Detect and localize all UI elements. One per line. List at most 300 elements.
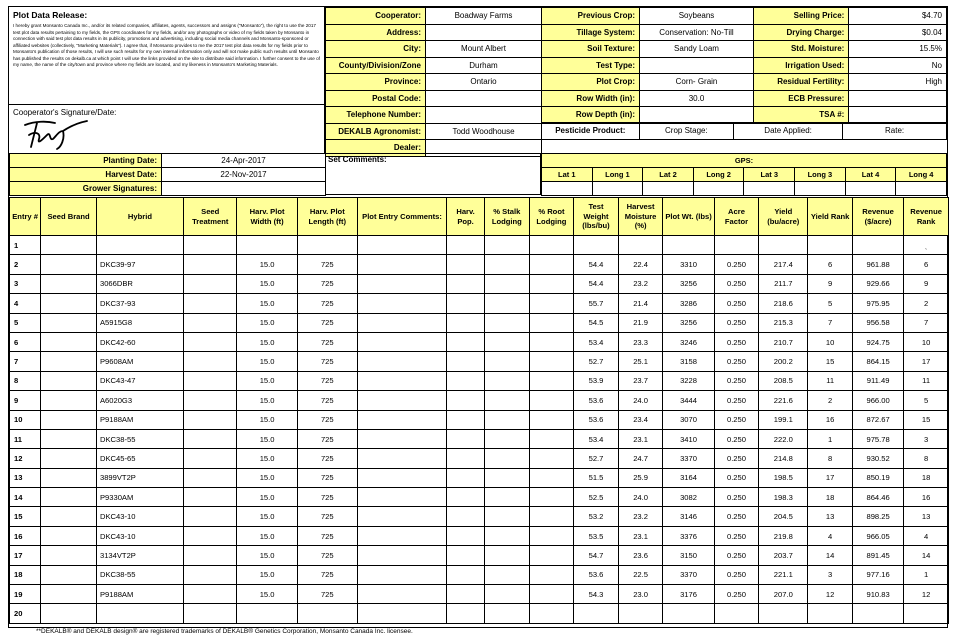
cell-revenue[interactable]: 977.16 bbox=[852, 565, 903, 584]
cell-plot-weight[interactable]: 3228 bbox=[663, 371, 714, 390]
cell-revenue-rank[interactable]: 9 bbox=[904, 274, 949, 293]
cell-plot-length[interactable]: 725 bbox=[297, 313, 357, 332]
cell-yield-rank[interactable]: 11 bbox=[808, 371, 853, 390]
cell-hybrid[interactable]: DKC43-47 bbox=[96, 371, 183, 390]
cell-hybrid[interactable]: DKC39-97 bbox=[96, 255, 183, 274]
gps-value-long-3[interactable] bbox=[795, 182, 846, 196]
cell-harv-pop[interactable] bbox=[447, 546, 485, 565]
cell-plot-weight[interactable]: 3176 bbox=[663, 585, 714, 604]
cell-yield[interactable]: 210.7 bbox=[759, 332, 808, 351]
cell-acre-factor[interactable]: 0.250 bbox=[714, 585, 759, 604]
cell-plot-weight[interactable]: 3256 bbox=[663, 313, 714, 332]
cell-stalk-lodging[interactable] bbox=[485, 410, 530, 429]
cell-revenue-rank[interactable]: 2 bbox=[904, 294, 949, 313]
field-value-harvest-date[interactable]: 22-Nov-2017 bbox=[162, 168, 326, 182]
cell-harvest-moisture[interactable]: 21.4 bbox=[618, 294, 663, 313]
cell-hybrid[interactable]: DKC42-60 bbox=[96, 332, 183, 351]
cell-plot-weight[interactable]: 3370 bbox=[663, 449, 714, 468]
cell-test-weight[interactable] bbox=[574, 236, 619, 255]
cell-harv-pop[interactable] bbox=[447, 507, 485, 526]
cell-yield-rank[interactable]: 15 bbox=[808, 352, 853, 371]
cell-plot-width[interactable]: 15.0 bbox=[237, 488, 297, 507]
cell-yield-rank[interactable]: 7 bbox=[808, 313, 853, 332]
cell-plot-weight[interactable]: 3150 bbox=[663, 546, 714, 565]
cell-seed-treatment[interactable] bbox=[183, 255, 237, 274]
cell-harvest-moisture[interactable]: 23.1 bbox=[618, 526, 663, 545]
field-value-county-division-zone[interactable]: Durham bbox=[426, 57, 542, 74]
cell-stalk-lodging[interactable] bbox=[485, 585, 530, 604]
cell-harv-pop[interactable] bbox=[447, 332, 485, 351]
cell-seed-brand[interactable] bbox=[41, 449, 97, 468]
cell-plot-length[interactable] bbox=[297, 236, 357, 255]
cell-plot-length[interactable]: 725 bbox=[297, 410, 357, 429]
cell-harvest-moisture[interactable]: 23.2 bbox=[618, 274, 663, 293]
cell-harvest-moisture[interactable]: 24.0 bbox=[618, 488, 663, 507]
cell-stalk-lodging[interactable] bbox=[485, 236, 530, 255]
gps-value-lat-2[interactable] bbox=[643, 182, 694, 196]
cell-harv-pop[interactable] bbox=[447, 565, 485, 584]
cell-seed-brand[interactable] bbox=[41, 468, 97, 487]
cell-plot-width[interactable]: 15.0 bbox=[237, 507, 297, 526]
cell-hybrid[interactable]: DKC38-55 bbox=[96, 429, 183, 448]
cell-plot-width[interactable]: 15.0 bbox=[237, 410, 297, 429]
cell-entry-comments[interactable] bbox=[357, 507, 446, 526]
cell-test-weight[interactable]: 53.6 bbox=[574, 410, 619, 429]
cell-entry-comments[interactable] bbox=[357, 255, 446, 274]
cell-root-lodging[interactable] bbox=[529, 255, 574, 274]
cell-hybrid[interactable]: P9188AM bbox=[96, 585, 183, 604]
cell-root-lodging[interactable] bbox=[529, 429, 574, 448]
cell-revenue[interactable]: 864.15 bbox=[852, 352, 903, 371]
cell-test-weight[interactable]: 51.5 bbox=[574, 468, 619, 487]
cell-entry-comments[interactable] bbox=[357, 429, 446, 448]
cell-seed-treatment[interactable] bbox=[183, 604, 237, 623]
cell-plot-length[interactable]: 725 bbox=[297, 468, 357, 487]
cell-seed-brand[interactable] bbox=[41, 565, 97, 584]
cell-plot-width[interactable]: 15.0 bbox=[237, 371, 297, 390]
cell-revenue[interactable]: 872.67 bbox=[852, 410, 903, 429]
cell-plot-weight[interactable]: 3376 bbox=[663, 526, 714, 545]
field-value-planting-date[interactable]: 24-Apr-2017 bbox=[162, 154, 326, 168]
cell-yield-rank[interactable]: 17 bbox=[808, 468, 853, 487]
cell-harvest-moisture[interactable]: 23.1 bbox=[618, 429, 663, 448]
cell-plot-length[interactable]: 725 bbox=[297, 429, 357, 448]
cell-acre-factor[interactable]: 0.250 bbox=[714, 294, 759, 313]
cell-acre-factor[interactable] bbox=[714, 236, 759, 255]
cell-hybrid[interactable]: P9330AM bbox=[96, 488, 183, 507]
cell-yield[interactable]: 199.1 bbox=[759, 410, 808, 429]
field-value-drying-charge[interactable]: $0.04 bbox=[849, 24, 947, 41]
cell-stalk-lodging[interactable] bbox=[485, 255, 530, 274]
cell-entry-comments[interactable] bbox=[357, 236, 446, 255]
field-value-tillage-system[interactable]: Conservation: No-Till bbox=[640, 24, 754, 41]
cell-hybrid[interactable]: 3899VT2P bbox=[96, 468, 183, 487]
cell-entry-comments[interactable] bbox=[357, 371, 446, 390]
cell-harv-pop[interactable] bbox=[447, 449, 485, 468]
cell-yield-rank[interactable]: 16 bbox=[808, 410, 853, 429]
cell-revenue-rank[interactable]: 16 bbox=[904, 488, 949, 507]
field-value-ecb-pressure[interactable] bbox=[849, 90, 947, 107]
cell-revenue[interactable]: 930.52 bbox=[852, 449, 903, 468]
gps-value-long-1[interactable] bbox=[592, 182, 643, 196]
cell-test-weight[interactable]: 53.2 bbox=[574, 507, 619, 526]
cell-seed-treatment[interactable] bbox=[183, 294, 237, 313]
cell-hybrid[interactable]: DKC43-10 bbox=[96, 526, 183, 545]
cell-plot-width[interactable]: 15.0 bbox=[237, 332, 297, 351]
cell-revenue[interactable] bbox=[852, 236, 903, 255]
cell-revenue-rank[interactable]: 15 bbox=[904, 410, 949, 429]
cell-plot-length[interactable]: 725 bbox=[297, 546, 357, 565]
cell-harv-pop[interactable] bbox=[447, 410, 485, 429]
cell-stalk-lodging[interactable] bbox=[485, 294, 530, 313]
cell-plot-weight[interactable]: 3444 bbox=[663, 391, 714, 410]
cell-hybrid[interactable]: DKC43-10 bbox=[96, 507, 183, 526]
cell-revenue-rank[interactable]: 10 bbox=[904, 332, 949, 351]
cell-harvest-moisture[interactable]: 23.7 bbox=[618, 371, 663, 390]
cell-harv-pop[interactable] bbox=[447, 255, 485, 274]
field-value-std-moisture[interactable]: 15.5% bbox=[849, 41, 947, 58]
cell-harvest-moisture[interactable]: 23.0 bbox=[618, 585, 663, 604]
field-value-telephone-number[interactable] bbox=[426, 107, 542, 124]
cell-seed-treatment[interactable] bbox=[183, 488, 237, 507]
cell-seed-brand[interactable] bbox=[41, 313, 97, 332]
cell-revenue-rank[interactable]: 17 bbox=[904, 352, 949, 371]
cell-plot-width[interactable]: 15.0 bbox=[237, 546, 297, 565]
cell-yield[interactable]: 203.7 bbox=[759, 546, 808, 565]
cell-seed-brand[interactable] bbox=[41, 507, 97, 526]
cell-plot-length[interactable]: 725 bbox=[297, 526, 357, 545]
cooperator-signature-box[interactable] bbox=[9, 105, 325, 153]
cell-acre-factor[interactable]: 0.250 bbox=[714, 255, 759, 274]
cell-hybrid[interactable]: DKC37-93 bbox=[96, 294, 183, 313]
cell-plot-width[interactable]: 15.0 bbox=[237, 449, 297, 468]
cell-plot-length[interactable]: 725 bbox=[297, 371, 357, 390]
cell-plot-weight[interactable]: 3246 bbox=[663, 332, 714, 351]
cell-stalk-lodging[interactable] bbox=[485, 313, 530, 332]
cell-entry-comments[interactable] bbox=[357, 352, 446, 371]
cell-harv-pop[interactable] bbox=[447, 313, 485, 332]
cell-yield[interactable]: 222.0 bbox=[759, 429, 808, 448]
field-value-cooperator[interactable]: Boadway Farms bbox=[426, 8, 542, 25]
cell-acre-factor[interactable]: 0.250 bbox=[714, 429, 759, 448]
cell-hybrid[interactable]: 3066DBR bbox=[96, 274, 183, 293]
cell-acre-factor[interactable]: 0.250 bbox=[714, 371, 759, 390]
cell-plot-length[interactable]: 725 bbox=[297, 294, 357, 313]
cell-entry-comments[interactable] bbox=[357, 449, 446, 468]
cell-plot-weight[interactable]: 3070 bbox=[663, 410, 714, 429]
cell-stalk-lodging[interactable] bbox=[485, 449, 530, 468]
field-value-address[interactable] bbox=[426, 24, 542, 41]
cell-root-lodging[interactable] bbox=[529, 313, 574, 332]
cell-revenue[interactable]: 864.46 bbox=[852, 488, 903, 507]
cell-seed-treatment[interactable] bbox=[183, 236, 237, 255]
cell-yield[interactable]: 207.0 bbox=[759, 585, 808, 604]
cell-revenue[interactable]: 891.45 bbox=[852, 546, 903, 565]
field-value-city[interactable]: Mount Albert bbox=[426, 41, 542, 58]
cell-plot-length[interactable]: 725 bbox=[297, 507, 357, 526]
cell-entry-comments[interactable] bbox=[357, 565, 446, 584]
cell-test-weight[interactable]: 54.4 bbox=[574, 255, 619, 274]
cell-seed-brand[interactable] bbox=[41, 488, 97, 507]
cell-yield-rank[interactable]: 6 bbox=[808, 255, 853, 274]
cell-plot-width[interactable]: 15.0 bbox=[237, 313, 297, 332]
cell-plot-weight[interactable]: 3286 bbox=[663, 294, 714, 313]
cell-yield[interactable]: 217.4 bbox=[759, 255, 808, 274]
cell-plot-width[interactable]: 15.0 bbox=[237, 468, 297, 487]
cell-harvest-moisture[interactable] bbox=[618, 236, 663, 255]
cell-plot-weight[interactable]: 3256 bbox=[663, 274, 714, 293]
cell-yield-rank[interactable]: 4 bbox=[808, 526, 853, 545]
cell-revenue-rank[interactable]: 6 bbox=[904, 255, 949, 274]
cell-seed-treatment[interactable] bbox=[183, 391, 237, 410]
cell-revenue[interactable]: 910.83 bbox=[852, 585, 903, 604]
cell-root-lodging[interactable] bbox=[529, 468, 574, 487]
cell-plot-weight[interactable] bbox=[663, 604, 714, 623]
cell-root-lodging[interactable] bbox=[529, 488, 574, 507]
cell-seed-treatment[interactable] bbox=[183, 429, 237, 448]
cell-seed-brand[interactable] bbox=[41, 371, 97, 390]
cell-entry-comments[interactable] bbox=[357, 488, 446, 507]
cell-root-lodging[interactable] bbox=[529, 526, 574, 545]
cell-plot-width[interactable]: 15.0 bbox=[237, 274, 297, 293]
cell-acre-factor[interactable]: 0.250 bbox=[714, 274, 759, 293]
cell-revenue-rank[interactable]: 1 bbox=[904, 565, 949, 584]
cell-harv-pop[interactable] bbox=[447, 274, 485, 293]
cell-acre-factor[interactable]: 0.250 bbox=[714, 449, 759, 468]
cell-plot-weight[interactable]: 3370 bbox=[663, 565, 714, 584]
field-value-residual-fertility[interactable]: High bbox=[849, 74, 947, 91]
cell-harvest-moisture[interactable]: 25.9 bbox=[618, 468, 663, 487]
cell-test-weight[interactable] bbox=[574, 604, 619, 623]
cell-acre-factor[interactable]: 0.250 bbox=[714, 507, 759, 526]
field-value-row-width-in[interactable]: 30.0 bbox=[640, 90, 754, 107]
cell-revenue[interactable]: 924.75 bbox=[852, 332, 903, 351]
cell-entry-comments[interactable] bbox=[357, 391, 446, 410]
gps-value-lat-4[interactable] bbox=[845, 182, 896, 196]
cell-yield[interactable]: 200.2 bbox=[759, 352, 808, 371]
cell-plot-weight[interactable]: 3410 bbox=[663, 429, 714, 448]
cell-plot-weight[interactable]: 3310 bbox=[663, 255, 714, 274]
cell-yield[interactable]: 214.8 bbox=[759, 449, 808, 468]
cell-plot-width[interactable]: 15.0 bbox=[237, 294, 297, 313]
cell-seed-treatment[interactable] bbox=[183, 352, 237, 371]
cell-plot-weight[interactable] bbox=[663, 236, 714, 255]
cell-seed-brand[interactable] bbox=[41, 294, 97, 313]
cell-yield-rank[interactable]: 3 bbox=[808, 565, 853, 584]
cell-stalk-lodging[interactable] bbox=[485, 391, 530, 410]
cell-entry-comments[interactable] bbox=[357, 585, 446, 604]
field-value-row-depth-in[interactable] bbox=[640, 107, 754, 124]
cell-harvest-moisture[interactable]: 22.5 bbox=[618, 565, 663, 584]
cell-harv-pop[interactable] bbox=[447, 468, 485, 487]
cell-plot-length[interactable]: 725 bbox=[297, 332, 357, 351]
cell-seed-treatment[interactable] bbox=[183, 371, 237, 390]
field-value-dekalb-agronomist[interactable]: Todd Woodhouse bbox=[426, 123, 542, 140]
cell-seed-treatment[interactable] bbox=[183, 313, 237, 332]
cell-yield-rank[interactable]: 1 bbox=[808, 429, 853, 448]
cell-plot-width[interactable]: 15.0 bbox=[237, 352, 297, 371]
gps-value-lat-3[interactable] bbox=[744, 182, 795, 196]
cell-yield-rank[interactable]: 8 bbox=[808, 449, 853, 468]
cell-stalk-lodging[interactable] bbox=[485, 371, 530, 390]
cell-revenue-rank[interactable] bbox=[904, 604, 949, 623]
cell-test-weight[interactable]: 54.4 bbox=[574, 274, 619, 293]
cell-revenue-rank[interactable]: 11 bbox=[904, 371, 949, 390]
cell-yield[interactable]: 219.8 bbox=[759, 526, 808, 545]
cell-yield[interactable] bbox=[759, 236, 808, 255]
cell-harv-pop[interactable] bbox=[447, 526, 485, 545]
cell-revenue-rank[interactable]: 14 bbox=[904, 546, 949, 565]
cell-seed-treatment[interactable] bbox=[183, 410, 237, 429]
cell-test-weight[interactable]: 53.4 bbox=[574, 332, 619, 351]
cell-harv-pop[interactable] bbox=[447, 352, 485, 371]
cell-test-weight[interactable]: 52.7 bbox=[574, 449, 619, 468]
cell-entry-comments[interactable] bbox=[357, 274, 446, 293]
cell-yield[interactable]: 208.5 bbox=[759, 371, 808, 390]
cell-acre-factor[interactable] bbox=[714, 604, 759, 623]
cell-seed-treatment[interactable] bbox=[183, 332, 237, 351]
cell-acre-factor[interactable]: 0.250 bbox=[714, 391, 759, 410]
cell-test-weight[interactable]: 53.9 bbox=[574, 371, 619, 390]
cell-harvest-moisture[interactable] bbox=[618, 604, 663, 623]
cell-seed-brand[interactable] bbox=[41, 255, 97, 274]
cell-acre-factor[interactable]: 0.250 bbox=[714, 468, 759, 487]
cell-harv-pop[interactable] bbox=[447, 429, 485, 448]
cell-root-lodging[interactable] bbox=[529, 604, 574, 623]
cell-seed-treatment[interactable] bbox=[183, 507, 237, 526]
cell-yield[interactable]: 204.5 bbox=[759, 507, 808, 526]
cell-test-weight[interactable]: 54.3 bbox=[574, 585, 619, 604]
cell-plot-width[interactable]: 15.0 bbox=[237, 255, 297, 274]
cell-yield-rank[interactable]: 10 bbox=[808, 332, 853, 351]
cell-yield[interactable]: 218.6 bbox=[759, 294, 808, 313]
cell-entry-comments[interactable] bbox=[357, 313, 446, 332]
cell-yield-rank[interactable]: 14 bbox=[808, 546, 853, 565]
cell-entry-comments[interactable] bbox=[357, 410, 446, 429]
cell-revenue[interactable]: 966.05 bbox=[852, 526, 903, 545]
cell-revenue[interactable]: 929.66 bbox=[852, 274, 903, 293]
cell-revenue-rank[interactable]: 18 bbox=[904, 468, 949, 487]
cell-root-lodging[interactable] bbox=[529, 585, 574, 604]
cell-yield-rank[interactable] bbox=[808, 604, 853, 623]
field-value-plot-crop[interactable]: Corn- Grain bbox=[640, 74, 754, 91]
cell-seed-treatment[interactable] bbox=[183, 526, 237, 545]
cell-yield[interactable]: 221.1 bbox=[759, 565, 808, 584]
cell-revenue-rank[interactable]: 13 bbox=[904, 507, 949, 526]
cell-seed-brand[interactable] bbox=[41, 585, 97, 604]
cell-stalk-lodging[interactable] bbox=[485, 526, 530, 545]
cell-seed-brand[interactable] bbox=[41, 410, 97, 429]
cell-stalk-lodging[interactable] bbox=[485, 274, 530, 293]
cell-harvest-moisture[interactable]: 23.2 bbox=[618, 507, 663, 526]
cell-harv-pop[interactable] bbox=[447, 585, 485, 604]
gps-value-lat-1[interactable] bbox=[542, 182, 593, 196]
cell-root-lodging[interactable] bbox=[529, 449, 574, 468]
cell-plot-length[interactable]: 725 bbox=[297, 585, 357, 604]
cell-yield[interactable] bbox=[759, 604, 808, 623]
cell-seed-brand[interactable] bbox=[41, 546, 97, 565]
cell-stalk-lodging[interactable] bbox=[485, 352, 530, 371]
cell-seed-treatment[interactable] bbox=[183, 449, 237, 468]
cell-plot-width[interactable]: 15.0 bbox=[237, 429, 297, 448]
cell-plot-length[interactable]: 725 bbox=[297, 565, 357, 584]
cell-test-weight[interactable]: 55.7 bbox=[574, 294, 619, 313]
cell-harv-pop[interactable] bbox=[447, 488, 485, 507]
cell-seed-treatment[interactable] bbox=[183, 274, 237, 293]
cell-root-lodging[interactable] bbox=[529, 294, 574, 313]
cell-plot-width[interactable]: 15.0 bbox=[237, 391, 297, 410]
cell-revenue-rank[interactable]: 7 bbox=[904, 313, 949, 332]
cell-revenue[interactable]: 898.25 bbox=[852, 507, 903, 526]
cell-stalk-lodging[interactable] bbox=[485, 546, 530, 565]
cell-yield-rank[interactable]: 5 bbox=[808, 294, 853, 313]
cell-acre-factor[interactable]: 0.250 bbox=[714, 526, 759, 545]
cell-entry-comments[interactable] bbox=[357, 332, 446, 351]
cell-harvest-moisture[interactable]: 21.9 bbox=[618, 313, 663, 332]
cell-harvest-moisture[interactable]: 23.4 bbox=[618, 410, 663, 429]
cell-yield[interactable]: 221.6 bbox=[759, 391, 808, 410]
cell-acre-factor[interactable]: 0.250 bbox=[714, 313, 759, 332]
field-value-selling-price[interactable]: $4.70 bbox=[849, 8, 947, 25]
cell-plot-weight[interactable]: 3146 bbox=[663, 507, 714, 526]
cell-test-weight[interactable]: 54.7 bbox=[574, 546, 619, 565]
cell-entry-comments[interactable] bbox=[357, 604, 446, 623]
cell-harvest-moisture[interactable]: 24.7 bbox=[618, 449, 663, 468]
cell-entry-comments[interactable] bbox=[357, 294, 446, 313]
cell-revenue[interactable]: 966.00 bbox=[852, 391, 903, 410]
cell-revenue[interactable]: 975.78 bbox=[852, 429, 903, 448]
cell-plot-width[interactable] bbox=[237, 604, 297, 623]
cell-revenue[interactable]: 850.19 bbox=[852, 468, 903, 487]
cell-revenue-rank[interactable]: 4 bbox=[904, 526, 949, 545]
cell-seed-treatment[interactable] bbox=[183, 468, 237, 487]
cell-seed-brand[interactable] bbox=[41, 604, 97, 623]
cell-harv-pop[interactable] bbox=[447, 604, 485, 623]
cell-seed-brand[interactable] bbox=[41, 429, 97, 448]
cell-plot-length[interactable]: 725 bbox=[297, 488, 357, 507]
cell-harvest-moisture[interactable]: 23.6 bbox=[618, 546, 663, 565]
cell-revenue-rank[interactable]: 3 bbox=[904, 429, 949, 448]
cell-revenue[interactable] bbox=[852, 604, 903, 623]
cell-yield-rank[interactable]: 12 bbox=[808, 585, 853, 604]
cell-revenue[interactable]: 956.58 bbox=[852, 313, 903, 332]
cell-hybrid[interactable] bbox=[96, 604, 183, 623]
cell-root-lodging[interactable] bbox=[529, 410, 574, 429]
set-comments-box[interactable] bbox=[325, 153, 541, 195]
cell-root-lodging[interactable] bbox=[529, 236, 574, 255]
cell-harvest-moisture[interactable]: 23.3 bbox=[618, 332, 663, 351]
cell-seed-treatment[interactable] bbox=[183, 565, 237, 584]
cell-stalk-lodging[interactable] bbox=[485, 488, 530, 507]
cell-acre-factor[interactable]: 0.250 bbox=[714, 352, 759, 371]
cell-entry-comments[interactable] bbox=[357, 526, 446, 545]
cell-test-weight[interactable]: 52.7 bbox=[574, 352, 619, 371]
cell-stalk-lodging[interactable] bbox=[485, 565, 530, 584]
cell-stalk-lodging[interactable] bbox=[485, 604, 530, 623]
cell-plot-length[interactable]: 725 bbox=[297, 449, 357, 468]
cell-stalk-lodging[interactable] bbox=[485, 468, 530, 487]
field-value-soil-texture[interactable]: Sandy Loam bbox=[640, 41, 754, 58]
cell-root-lodging[interactable] bbox=[529, 274, 574, 293]
cell-revenue-rank[interactable]: 8 bbox=[904, 449, 949, 468]
cell-test-weight[interactable]: 52.5 bbox=[574, 488, 619, 507]
cell-stalk-lodging[interactable] bbox=[485, 429, 530, 448]
cell-seed-treatment[interactable] bbox=[183, 585, 237, 604]
cell-root-lodging[interactable] bbox=[529, 565, 574, 584]
cell-plot-weight[interactable]: 3164 bbox=[663, 468, 714, 487]
cell-revenue[interactable]: 911.49 bbox=[852, 371, 903, 390]
cell-entry-comments[interactable] bbox=[357, 468, 446, 487]
